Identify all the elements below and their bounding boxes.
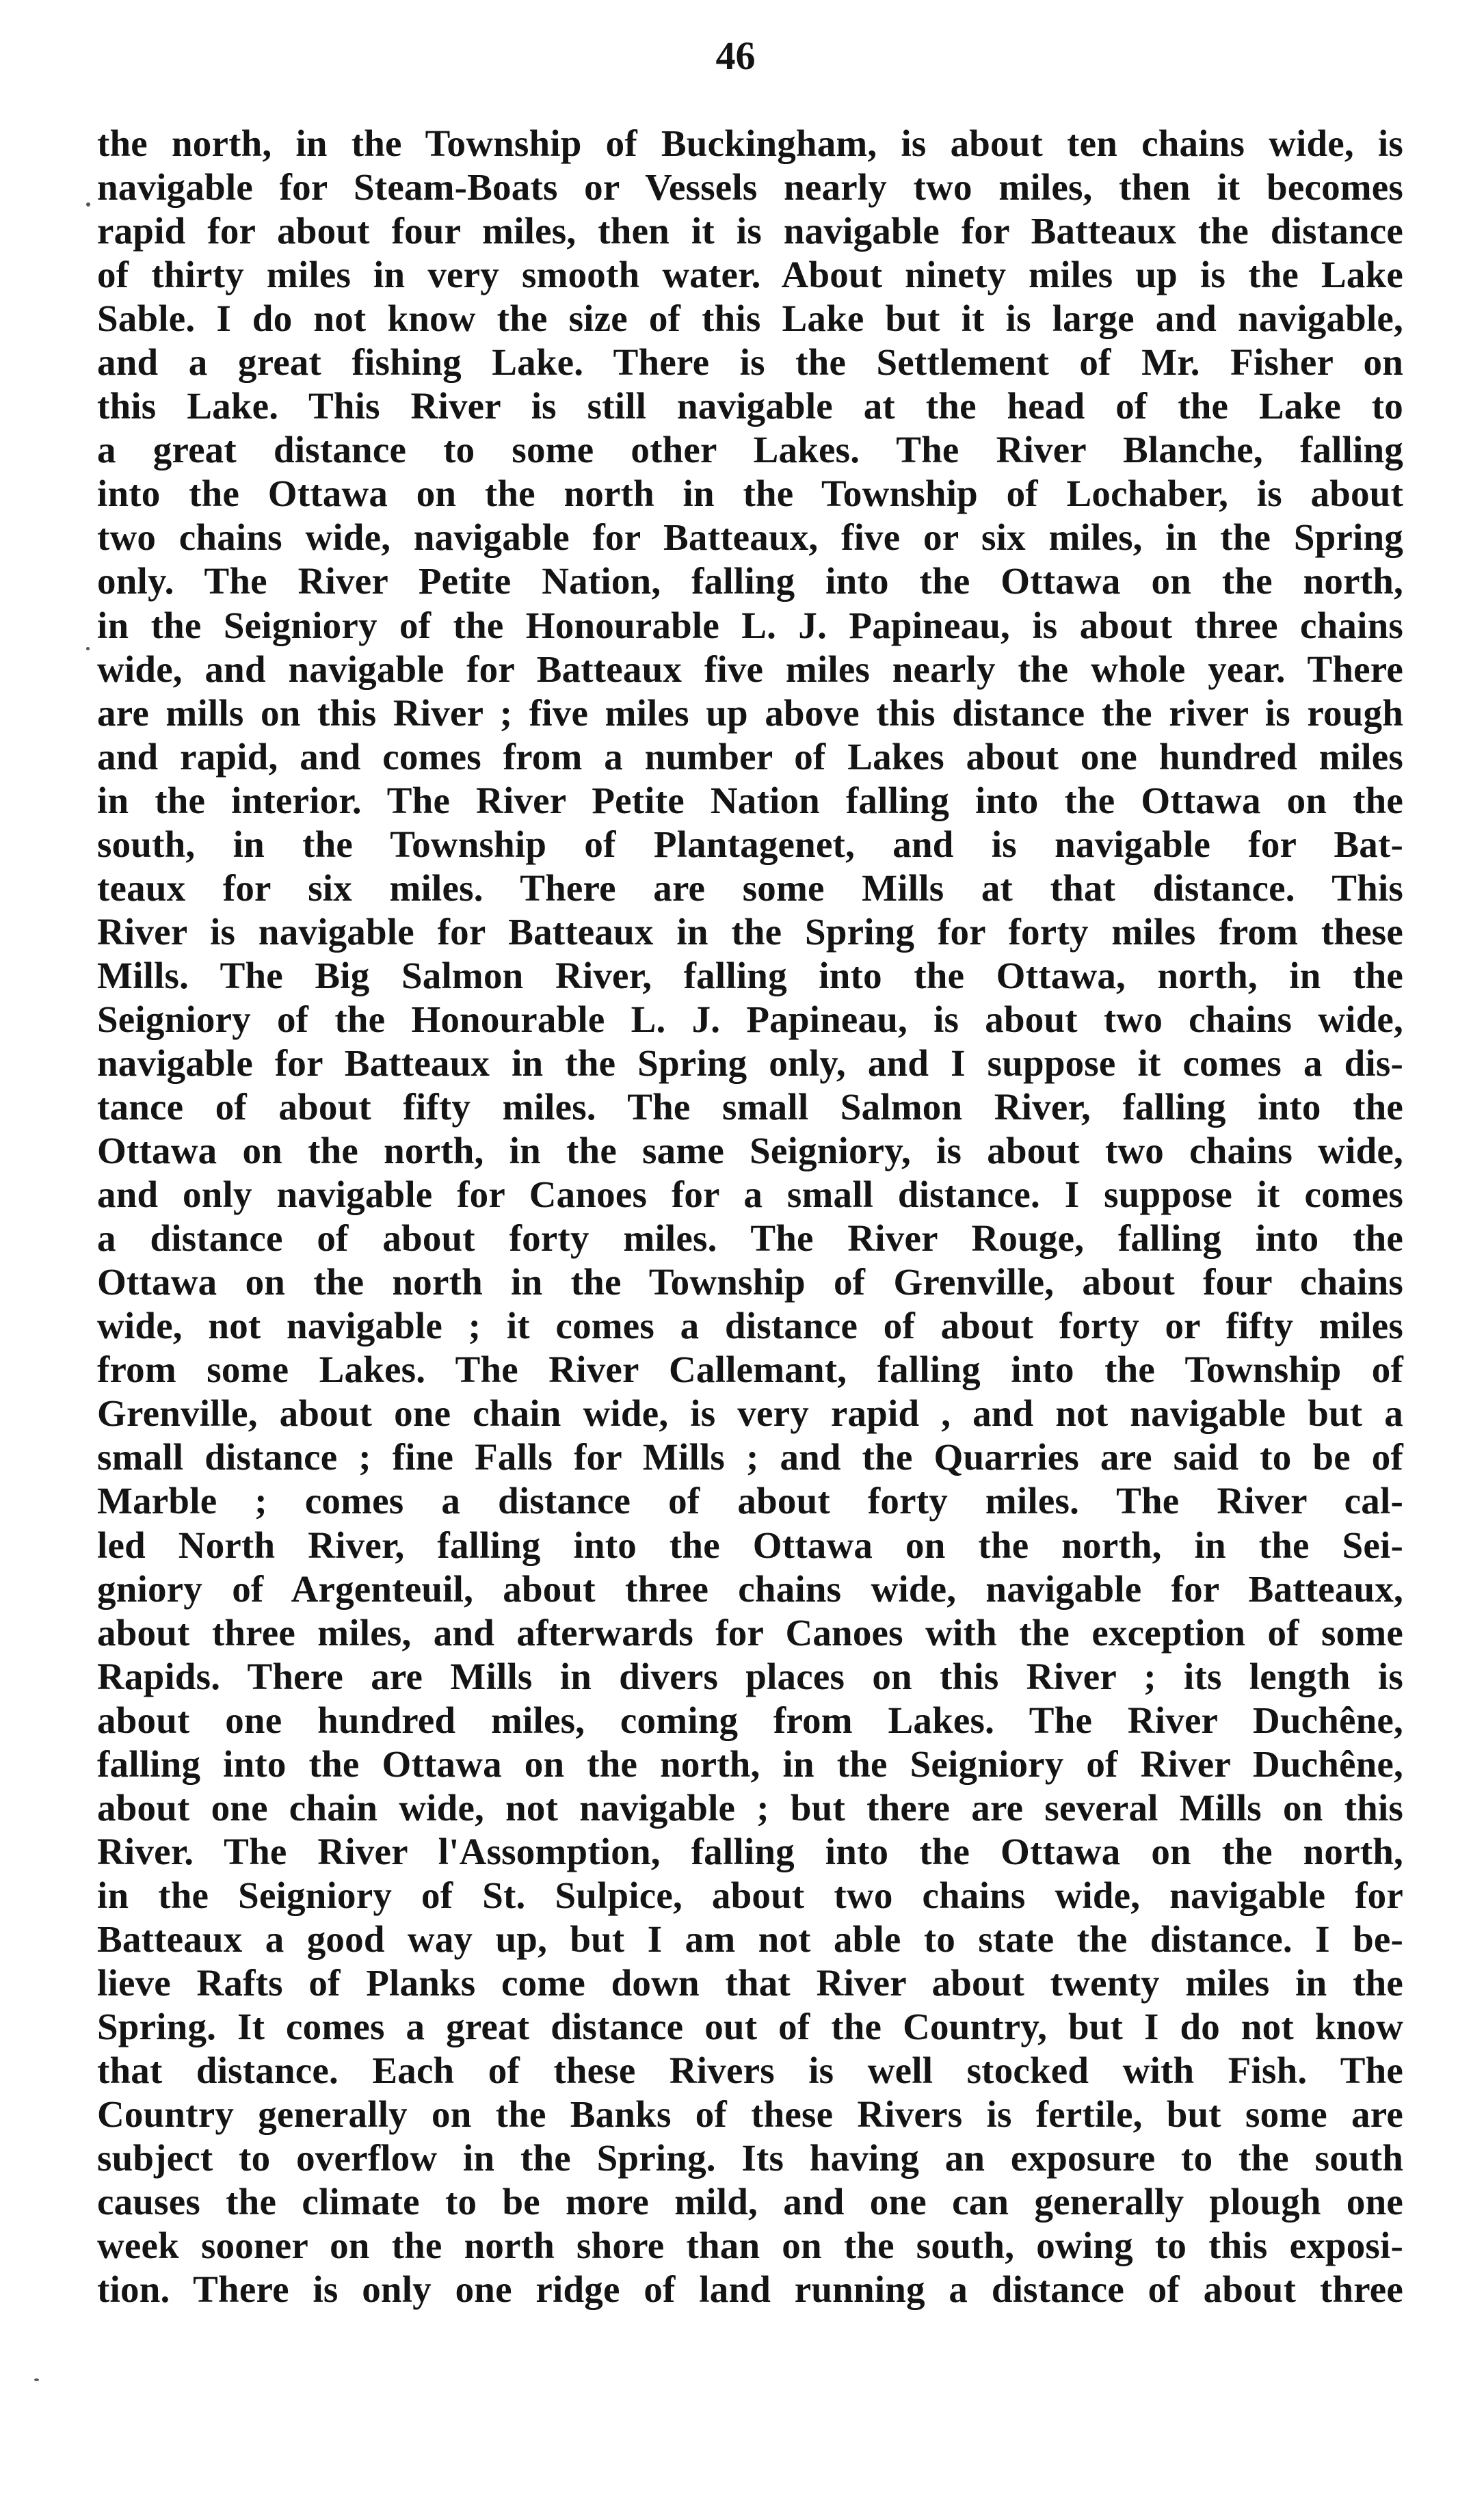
text-line: Batteaux a good way up, but I am not able to state the distance. I be-	[97, 1918, 1403, 1960]
text-line: River. The River l'Assomption, falling into the Ottawa on the north,	[97, 1830, 1403, 1872]
text-line: in the Seigniory of the Honourable L. J. Papineau, is about three chains	[97, 604, 1403, 646]
text-line: navigable for Batteaux in the Spring only, and I suppose it comes a dis-	[97, 1042, 1403, 1084]
text-line: south, in the Township of Plantagenet, and is navigable for Bat-	[97, 823, 1403, 865]
text-line: rapid for about four miles, then it is navigable for Batteaux the distance	[97, 210, 1403, 252]
text-line: causes the climate to be more mild, and one can generally plough one	[97, 2181, 1403, 2223]
text-line: about three miles, and afterwards for Canoes with the exception of some	[97, 1611, 1403, 1654]
text-line: in the Seigniory of St. Sulpice, about two chains wide, navigable for	[97, 1874, 1403, 1916]
text-line: wide, and navigable for Batteaux five miles nearly the whole year. There	[97, 648, 1403, 690]
text-line: Grenville, about one chain wide, is very rapid , and not navigable but a	[97, 1392, 1403, 1435]
text-line: a distance of about forty miles. The River Rouge, falling into the	[97, 1217, 1403, 1260]
ink-speck	[86, 202, 90, 207]
text-line: gniory of Argenteuil, about three chains wide, navigable for Batteaux,	[97, 1567, 1403, 1610]
text-line: Rapids. There are Mills in divers places on this River ; its length is	[97, 1655, 1403, 1697]
text-line: teaux for six miles. There are some Mills at that distance. This	[97, 866, 1403, 909]
text-line: Country generally on the Banks of these Rivers is fertile, but some are	[97, 2093, 1403, 2136]
text-line: Sable. I do not know the size of this Lake but it is large and navigable,	[97, 297, 1403, 340]
body-text	[97, 122, 1403, 2311]
text-line: Seigniory of the Honourable L. J. Papineau, is about two chains wide,	[97, 998, 1403, 1040]
text-line: Spring. It comes a great distance out of the Country, but I do not know	[97, 2006, 1403, 2048]
text-line: week sooner on the north shore than on the south, owing to this exposi-	[97, 2225, 1403, 2267]
text-line: only. The River Petite Nation, falling into the Ottawa on the north,	[97, 560, 1403, 602]
text-line: and rapid, and comes from a number of Lakes about one hundred miles	[97, 735, 1403, 778]
text-line: and only navigable for Canoes for a small distance. I suppose it comes	[97, 1173, 1403, 1216]
text-line: a great distance to some other Lakes. The River Blanche, falling	[97, 429, 1403, 471]
text-line: lieve Rafts of Planks come down that River about twenty miles in the	[97, 1961, 1403, 2004]
text-line: of thirty miles in very smooth water. About ninety miles up is the Lake	[97, 254, 1403, 296]
text-line: falling into the Ottawa on the north, in the Seigniory of River Duchêne,	[97, 1742, 1403, 1785]
text-line: Ottawa on the north, in the same Seigniory, is about two chains wide,	[97, 1130, 1403, 1172]
text-line: navigable for Steam-Boats or Vessels nearly two miles, then it becomes	[97, 166, 1403, 209]
text-line: that distance. Each of these Rivers is well stocked with Fish. The	[97, 2050, 1403, 2092]
text-line: small distance ; fine Falls for Mills ; and the Quarries are said to be of	[97, 1436, 1403, 1478]
text-line: two chains wide, navigable for Batteaux, five or six miles, in the Spring	[97, 516, 1403, 559]
text-line: subject to overflow in the Spring. Its having an exposure to the south	[97, 2137, 1403, 2179]
text-line: led North River, falling into the Ottawa on the north, in the Sei-	[97, 1524, 1403, 1566]
ink-speck	[86, 647, 90, 650]
text-line: Ottawa on the north in the Township of Grenville, about four chains	[97, 1261, 1403, 1303]
text-line: in the interior. The River Petite Nation falling into the Ottawa on the	[97, 779, 1403, 821]
text-line: tion. There is only one ridge of land running a distance of about three	[97, 2268, 1403, 2311]
text-line: the north, in the Township of Buckingham, is about ten chains wide, is	[97, 122, 1403, 164]
text-line: and a great fishing Lake. There is the Settlement of Mr. Fisher on	[97, 341, 1403, 384]
text-line: wide, not navigable ; it comes a distance of about forty or fifty miles	[97, 1305, 1403, 1347]
text-line: tance of about fifty miles. The small Salmon River, falling into the	[97, 1086, 1403, 1128]
text-line: Mills. The Big Salmon River, falling into the Ottawa, north, in the	[97, 954, 1403, 996]
page-number: 46	[715, 34, 756, 78]
text-line: into the Ottawa on the north in the Township of Lochaber, is about	[97, 473, 1403, 515]
text-line: River is navigable for Batteaux in the Spring for forty miles from these	[97, 910, 1403, 953]
ink-speck	[34, 2378, 39, 2381]
text-line: Marble ; comes a distance of about forty miles. The River cal-	[97, 1480, 1403, 1522]
text-line: about one chain wide, not navigable ; but there are several Mills on this	[97, 1786, 1403, 1829]
text-line: from some Lakes. The River Callemant, falling into the Township of	[97, 1349, 1403, 1391]
text-line: about one hundred miles, coming from Lakes. The River Duchêne,	[97, 1699, 1403, 1741]
text-line: this Lake. This River is still navigable at the head of the Lake to	[97, 385, 1403, 427]
text-line: are mills on this River ; five miles up above this distance the river is rough	[97, 691, 1403, 734]
